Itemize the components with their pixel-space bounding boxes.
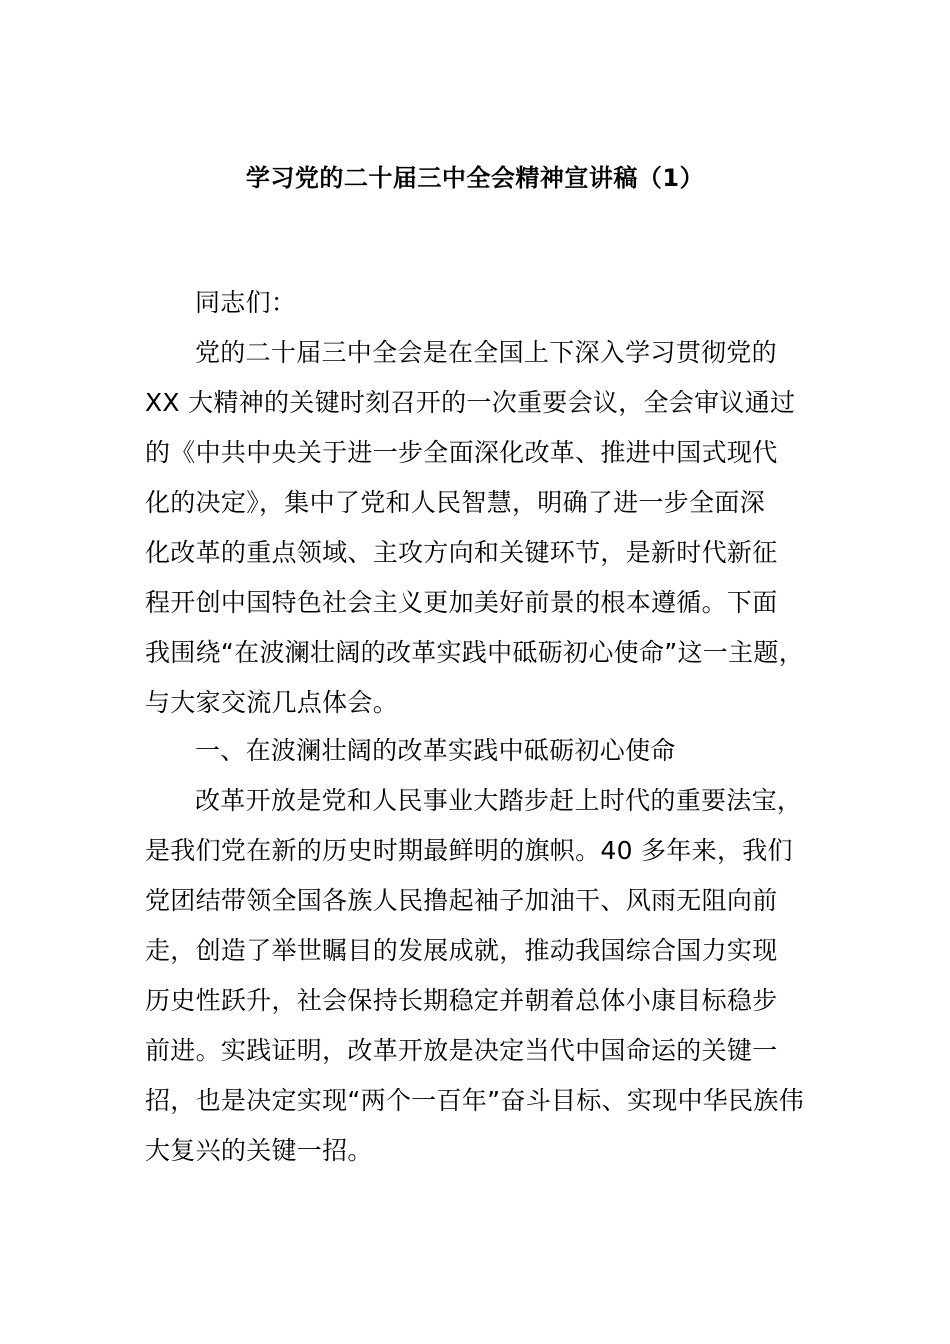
section-heading-1: 一、在波澜壮阔的改革实践中砥砺初心使命 <box>195 736 676 765</box>
paragraph-2-line: 大复兴的关键一招。 <box>145 1136 373 1165</box>
document-title: 学习党的二十届三中全会精神宣讲稿（1） <box>245 164 705 192</box>
greeting: 同志们： <box>195 288 297 317</box>
paragraph-1-line: 程开创中国特色社会主义更加美好前景的根本遵循。下面 <box>145 588 778 617</box>
paragraph-2-line: 前进。实践证明，改革开放是决定当代中国命运的关键一 <box>145 1036 778 1065</box>
paragraph-1-line: 的《中共中央关于进一步全面深化改革、推进中国式现代 <box>145 438 778 467</box>
paragraph-1-line: 化改革的重点领域、主攻方向和关键环节，是新时代新征 <box>145 538 778 567</box>
paragraph-1-line: 我围绕“在波澜壮阔的改革实践中砥砺初心使命”这一主题， <box>145 638 805 667</box>
paragraph-2-line: 招，也是决定实现“两个一百年”奋斗目标、实现中华民族伟 <box>145 1086 805 1115</box>
paragraph-1-line: 与大家交流几点体会。 <box>145 688 399 717</box>
paragraph-1-line: 党的二十届三中全会是在全国上下深入学习贯彻党的 <box>195 338 777 367</box>
paragraph-2-line: 是我们党在新的历史时期最鲜明的旗帜。40 多年来，我们 <box>145 836 793 865</box>
paragraph-2-line: 历史性跃升，社会保持长期稳定并朝着总体小康目标稳步 <box>145 986 778 1015</box>
paragraph-1-line: 化的决定》，集中了党和人民智慧，明确了进一步全面深 <box>145 488 766 517</box>
paragraph-1-line: XX 大精神的关键时刻召开的一次重要会议，全会审议通过 <box>145 388 796 417</box>
paragraph-2-line: 改革开放是党和人民事业大踏步赶上时代的重要法宝， <box>195 786 803 815</box>
paragraph-2-line: 党团结带领全国各族人民撸起袖子加油干、风雨无阻向前 <box>145 886 778 915</box>
paragraph-2-line: 走，创造了举世瞩目的发展成就，推动我国综合国力实现 <box>145 936 778 965</box>
